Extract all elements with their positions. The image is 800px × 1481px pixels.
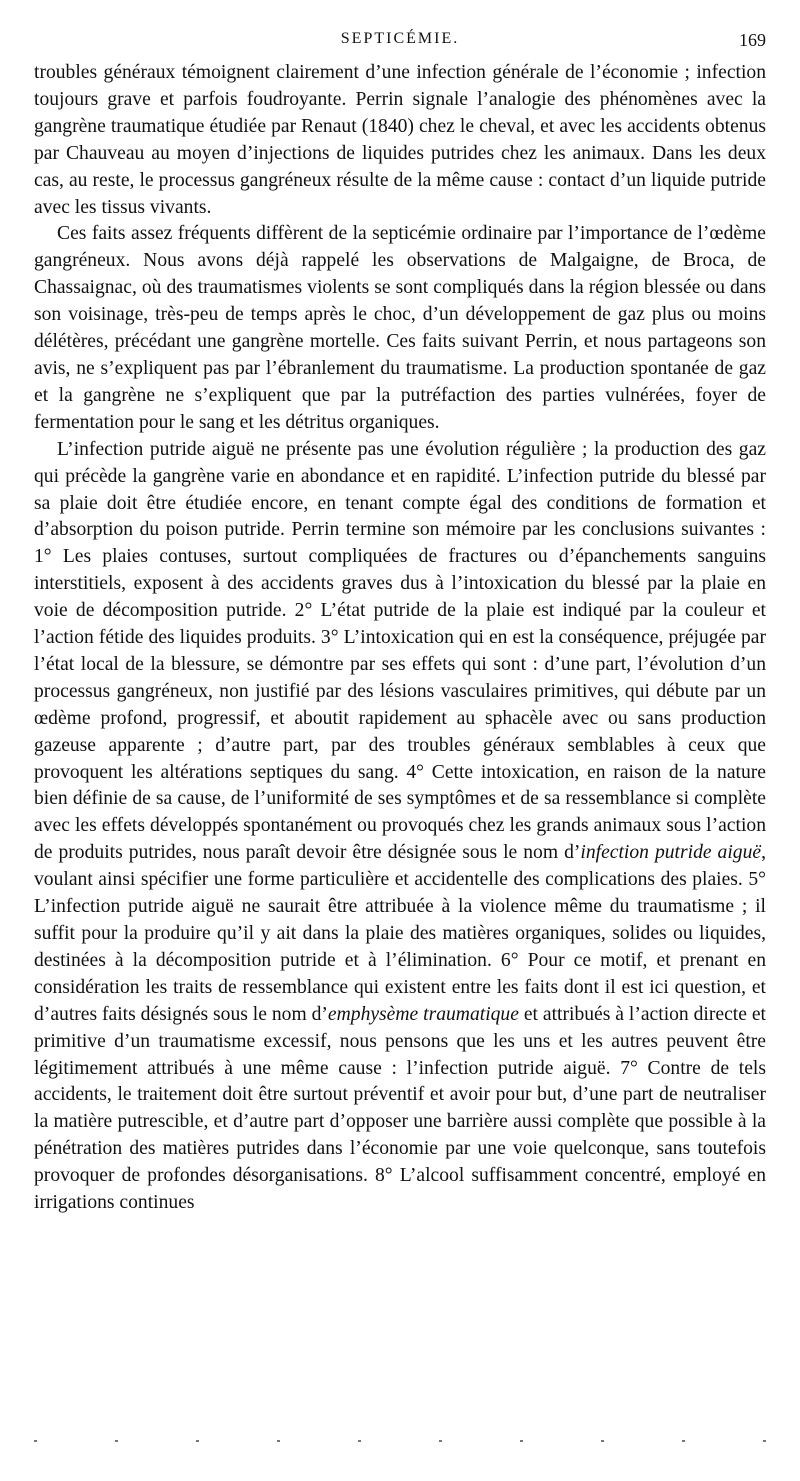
print-mark — [763, 1440, 766, 1442]
print-mark — [196, 1440, 199, 1442]
print-mark — [277, 1440, 280, 1442]
footer-print-marks — [34, 1436, 766, 1446]
print-mark — [439, 1440, 442, 1442]
book-page — [34, 30, 766, 1217]
paragraph-conclusions — [34, 437, 766, 1217]
running-title: SEPTICÉMIE. — [340, 30, 460, 47]
italic-term-emphyseme: emphysème traumatique — [327, 1003, 519, 1025]
print-mark — [358, 1440, 361, 1442]
paragraph-text-segment: L’infection putride aiguë ne présente pas une évolution régulière ; la production des gaz qui précède la gangrène varie en abondance et en rapidité. L’infection putride du blessé par sa plaie doit être étudiée encore, en tenant compte égal des conditions de formation et d’absorption du poison putride. Perrin termine son mémoire par les conclusions suivantes : 1° Les plaies contuses, surtout compliquées de fractures ou d’épanchements sanguins interstitiels, exposent à des accidents graves dus à l’intoxication du blessé par la plaie en voie de décomposition putride. 2° L’état putride de la plaie est indiqué par la couleur et l’action fétide des liquides produits. 3° L’intoxication qui en est la conséquence, préjugée par l’état local de la blessure, se démontre par ses effets qui sont : d’une part, l’évolution d’un processus gangréneux, non justifié par des lésions vasculaires primitives, qui débute par un œdème profond, progressif, et aboutit rapidement au sphacèle avec ou sans production gazeuse apparente ; d’autre part, par des troubles généraux semblables à ceux que provoquent les altérations septiques du sang. 4° Cette intoxication, en raison de la nature bien définie de sa cause, de l’uniformité de ses symptômes et de sa ressemblance si complète avec les effets développés spontanément ou provoqués chez les grands animaux sous l’action de produits putrides, nous paraît devoir être désignée sous le nom d’ — [34, 438, 766, 864]
paragraph-text-segment: et attribués à l’action directe et primitive d’un traumatisme excessif, nous pensons que les uns et les autres peuvent être légitimement attribués à une même cause : l’infection putride aiguë. 7° Contre de tels accidents, le traitement doit être surtout préventif et avoir pour but, d’une part de neutraliser la matière putrescible, et d’autre part d’opposer une barrière aussi complète que possible à la pénétration des matières putrides dans l’économie par une voie quelconque, sans toutefois provoquer de profondes désorganisations. 8° L’alcool suffisamment concentré, employé en irrigations continues — [34, 1003, 766, 1214]
italic-term-infection-putride: infection putride aiguë — [580, 842, 762, 864]
print-mark — [520, 1440, 523, 1442]
running-header — [34, 30, 766, 60]
print-mark — [115, 1440, 118, 1442]
print-mark — [601, 1440, 604, 1442]
body-text — [34, 60, 766, 1217]
print-mark — [682, 1440, 685, 1442]
paragraph-gangrene-facts: Ces faits assez fréquents diffèrent de la septicémie ordinaire par l’importance de l’œdème gangréneux. Nous avons déjà rappelé les observations de Malgaigne, de Broca, de Chassaignac, où des traumatismes violents se sont compliqués dans la région blessée ou dans son voisinage, très-peu de temps après le choc, d’un développement de gaz plus ou moins délétères, précédant une gangrène mortelle. Ces faits suivant Perrin, et nous partageons son avis, ne s’expliquent pas par l’ébranlement du traumatisme. La production spontanée de gaz et la gangrène ne s’expliquent que par la putréfaction des parties vulnérées, foyer de fermentation pour le sang et les détritus organiques. — [34, 223, 766, 433]
paragraph-continued: troubles généraux témoignent clairement d’une infection générale de l’économie ; infection toujours grave et parfois foudroyante. Perrin signale l’analogie des phénomènes avec la gangrène traumatique étudiée par Renaut (1840) chez le cheval, et avec les accidents obtenus par Chauveau au moyen d’injections de liquides putrides chez les animaux. Dans les deux cas, au reste, le processus gangréneux résulte de la même cause : contact d’un liquide putride avec les tissus vivants. — [34, 62, 766, 218]
page-number: 169 — [739, 30, 766, 50]
paragraph-text-segment: , voulant ainsi spécifier une forme particulière et accidentelle des complications des plaies. 5° L’infection putride aiguë ne saurait être attribuée à la violence même du traumatisme ; il suffit pour la produire qu’il y ait dans la plaie des matières organiques, solides ou liquides, destinées à la décomposition putride et à l’élimination. 6° Pour ce motif, et prenant en considération les traits de ressemblance qui existent entre les faits dont il est ici question, et d’autres faits désignés sous le nom d’ — [34, 842, 766, 1025]
print-mark — [34, 1440, 37, 1442]
